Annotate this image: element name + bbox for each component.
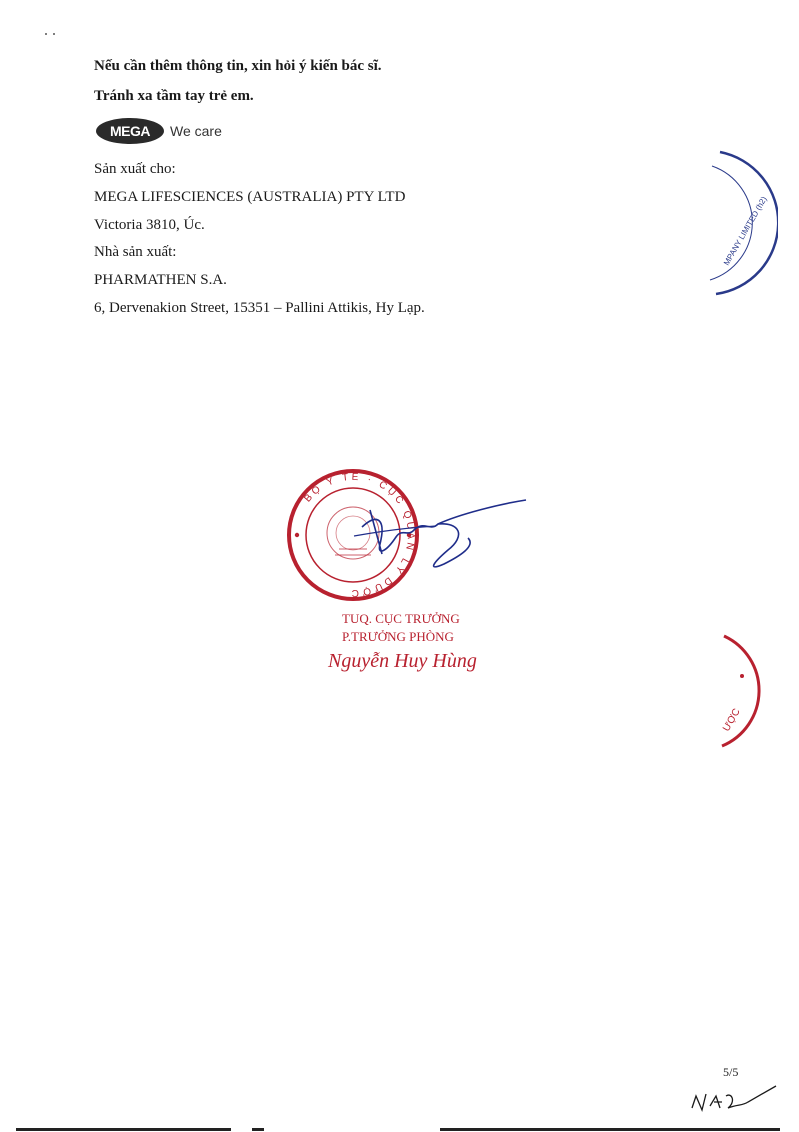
speck bbox=[45, 33, 47, 35]
page-number: 5/5 bbox=[723, 1065, 739, 1079]
manufactured-for-label: Sản xuất cho: bbox=[94, 161, 176, 177]
note-consult-doctor: Nếu cần thêm thông tin, xin hỏi ý kiến bác sĩ. bbox=[94, 58, 382, 74]
scan-edge-mark bbox=[252, 1128, 264, 1131]
mega-logo-tagline: We care bbox=[170, 123, 222, 139]
signature bbox=[340, 492, 530, 587]
scan-edge-mark bbox=[440, 1128, 780, 1131]
manufacturer-label: Nhà sản xuất: bbox=[94, 244, 177, 260]
mega-logo bbox=[96, 118, 222, 144]
scan-edge-mark bbox=[16, 1128, 231, 1131]
manufacturer-name: PHARMATHEN S.A. bbox=[94, 272, 227, 288]
edge-stamp-top bbox=[698, 148, 778, 303]
edge-stamp-middle-text: ƯỢC bbox=[721, 706, 743, 734]
manufacturer-address: 6, Dervenakion Street, 15351 – Pallini Attikis, Hy Lạp. bbox=[94, 300, 425, 316]
initials-scribble bbox=[688, 1082, 783, 1127]
edge-stamp-top-text: MPANY LIMITED (h2) bbox=[721, 194, 769, 267]
approval-title: TUQ. CỤC TRƯỞNG bbox=[342, 611, 460, 626]
initials-scribble-graphic bbox=[688, 1082, 783, 1122]
signature-graphic bbox=[340, 492, 530, 582]
edge-stamp-middle bbox=[712, 634, 772, 754]
manufactured-for-name: MEGA LIFESCIENCES (AUSTRALIA) PTY LTD bbox=[94, 189, 406, 205]
stamp-ring-text: BỘ Y TẾ · CỤC QUẢN LÝ DƯỢC bbox=[302, 471, 417, 599]
approval-position: P.TRƯỞNG PHÒNG bbox=[342, 629, 454, 644]
edge-stamp-top-graphic bbox=[698, 148, 778, 298]
speck bbox=[53, 33, 55, 35]
note-keep-away-children: Tránh xa tầm tay trẻ em. bbox=[94, 88, 254, 104]
mega-logo-mark: MEGA bbox=[96, 118, 164, 144]
manufactured-for-address: Victoria 3810, Úc. bbox=[94, 217, 205, 233]
approval-signer-name: Nguyễn Huy Hùng bbox=[328, 650, 477, 672]
edge-stamp-middle-graphic bbox=[712, 634, 772, 749]
